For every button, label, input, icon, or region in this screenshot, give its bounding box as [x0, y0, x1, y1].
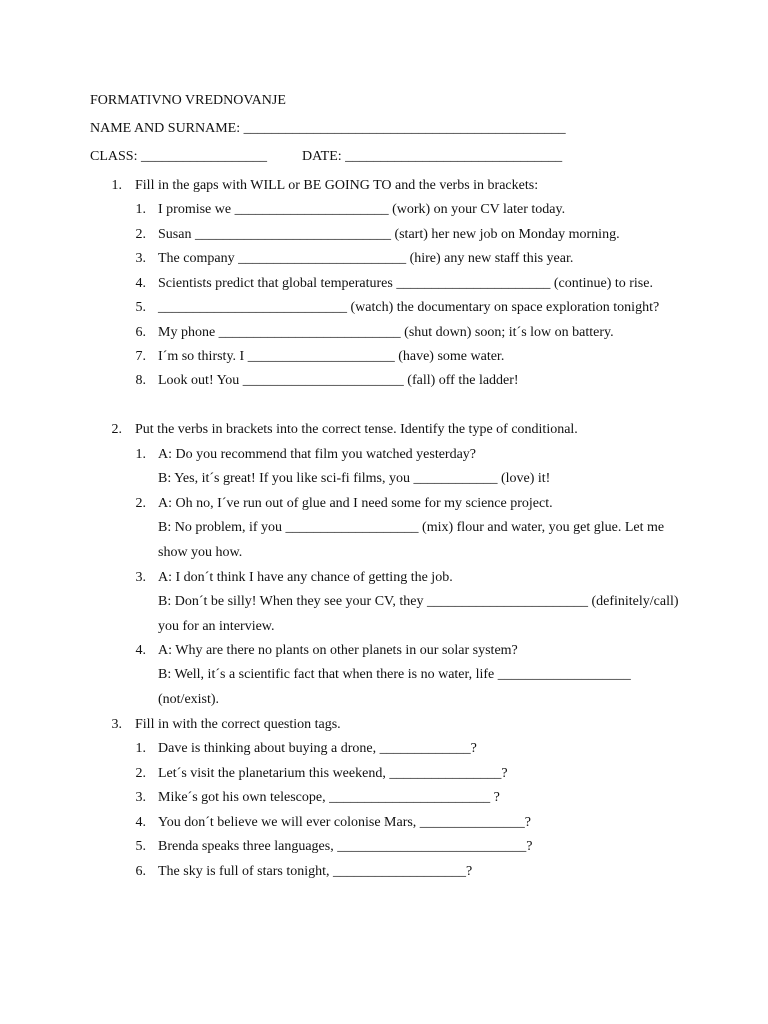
section-number: 3.	[111, 717, 122, 732]
item-number: 1.	[135, 447, 146, 462]
section-number: 2.	[111, 422, 122, 437]
item-number: 4.	[135, 815, 146, 830]
date-field[interactable]: DATE: _______________________________	[302, 149, 563, 164]
section-heading: Fill in with the correct question tags.	[135, 717, 341, 732]
item-number: 3.	[135, 570, 146, 585]
exercise-item[interactable]: I promise we ______________________ (work) on your CV later today.	[158, 202, 566, 217]
exercise-item[interactable]: The company ________________________ (hire) any new staff this year.	[158, 251, 574, 266]
dialogue-line: (not/exist).	[158, 692, 220, 707]
item-number: 3.	[135, 790, 146, 805]
item-number: 4.	[135, 643, 146, 658]
section-number: 1.	[111, 178, 122, 193]
exercise-item[interactable]: Let´s visit the planetarium this weekend, ________________?	[158, 766, 508, 781]
name-surname-field[interactable]: NAME AND SURNAME: ______________________________________________	[90, 121, 566, 136]
item-number: 3.	[135, 251, 146, 266]
dialogue-line[interactable]: B: No problem, if you ___________________ (mix) flour and water, you get glue. Let me	[158, 520, 665, 535]
item-number: 6.	[135, 864, 146, 879]
dialogue-line[interactable]: B: Don´t be silly! When they see your CV, they _______________________ (definitely/call)	[158, 594, 679, 609]
dialogue-line: you for an interview.	[158, 619, 275, 634]
section-heading: Fill in the gaps with WILL or BE GOING TO and the verbs in brackets:	[135, 178, 539, 193]
exercise-item[interactable]: Susan ____________________________ (start) her new job on Monday morning.	[158, 227, 620, 242]
dialogue-line: A: Do you recommend that film you watched yesterday?	[158, 447, 477, 462]
item-number: 1.	[135, 202, 146, 217]
item-number: 6.	[135, 325, 146, 340]
exercise-item[interactable]: Look out! You _______________________ (fall) off the ladder!	[158, 373, 519, 388]
exercise-item[interactable]: Scientists predict that global temperatures ______________________ (continue) to rise.	[158, 276, 653, 291]
dialogue-line[interactable]: B: Yes, it´s great! If you like sci-fi films, you ____________ (love) it!	[158, 471, 551, 486]
item-number: 4.	[135, 276, 146, 291]
exercise-item[interactable]: ___________________________ (watch) the documentary on space exploration tonight?	[158, 300, 660, 315]
dialogue-line: A: Why are there no plants on other planets in our solar system?	[158, 643, 518, 658]
item-number: 5.	[135, 839, 146, 854]
item-number: 7.	[135, 349, 146, 364]
exercise-item[interactable]: My phone __________________________ (shut down) soon; it´s low on battery.	[158, 325, 614, 340]
dialogue-line: A: Oh no, I´ve run out of glue and I need some for my science project.	[158, 496, 553, 511]
item-number: 8.	[135, 373, 146, 388]
exercise-item[interactable]: You don´t believe we will ever colonise Mars, _______________?	[158, 815, 532, 830]
dialogue-line: A: I don´t think I have any chance of getting the job.	[158, 570, 453, 585]
exercise-item[interactable]: I´m so thirsty. I _____________________ (have) some water.	[158, 349, 505, 364]
exercise-item[interactable]: Mike´s got his own telescope, _______________________ ?	[158, 790, 500, 805]
item-number: 5.	[135, 300, 146, 315]
item-number: 2.	[135, 766, 146, 781]
class-field[interactable]: CLASS: __________________	[90, 149, 267, 164]
section-heading: Put the verbs in brackets into the correct tense. Identify the type of conditional.	[135, 422, 578, 437]
document-title: FORMATIVNO VREDNOVANJE	[90, 93, 286, 108]
exercise-item[interactable]: Brenda speaks three languages, ___________________________?	[158, 839, 533, 854]
dialogue-line: show you how.	[158, 545, 243, 560]
exercise-item[interactable]: The sky is full of stars tonight, ___________________?	[158, 864, 473, 879]
item-number: 2.	[135, 227, 146, 242]
exercise-item[interactable]: Dave is thinking about buying a drone, _____________?	[158, 741, 477, 756]
item-number: 2.	[135, 496, 146, 511]
dialogue-line[interactable]: B: Well, it´s a scientific fact that when there is no water, life ___________________	[158, 667, 631, 682]
item-number: 1.	[135, 741, 146, 756]
